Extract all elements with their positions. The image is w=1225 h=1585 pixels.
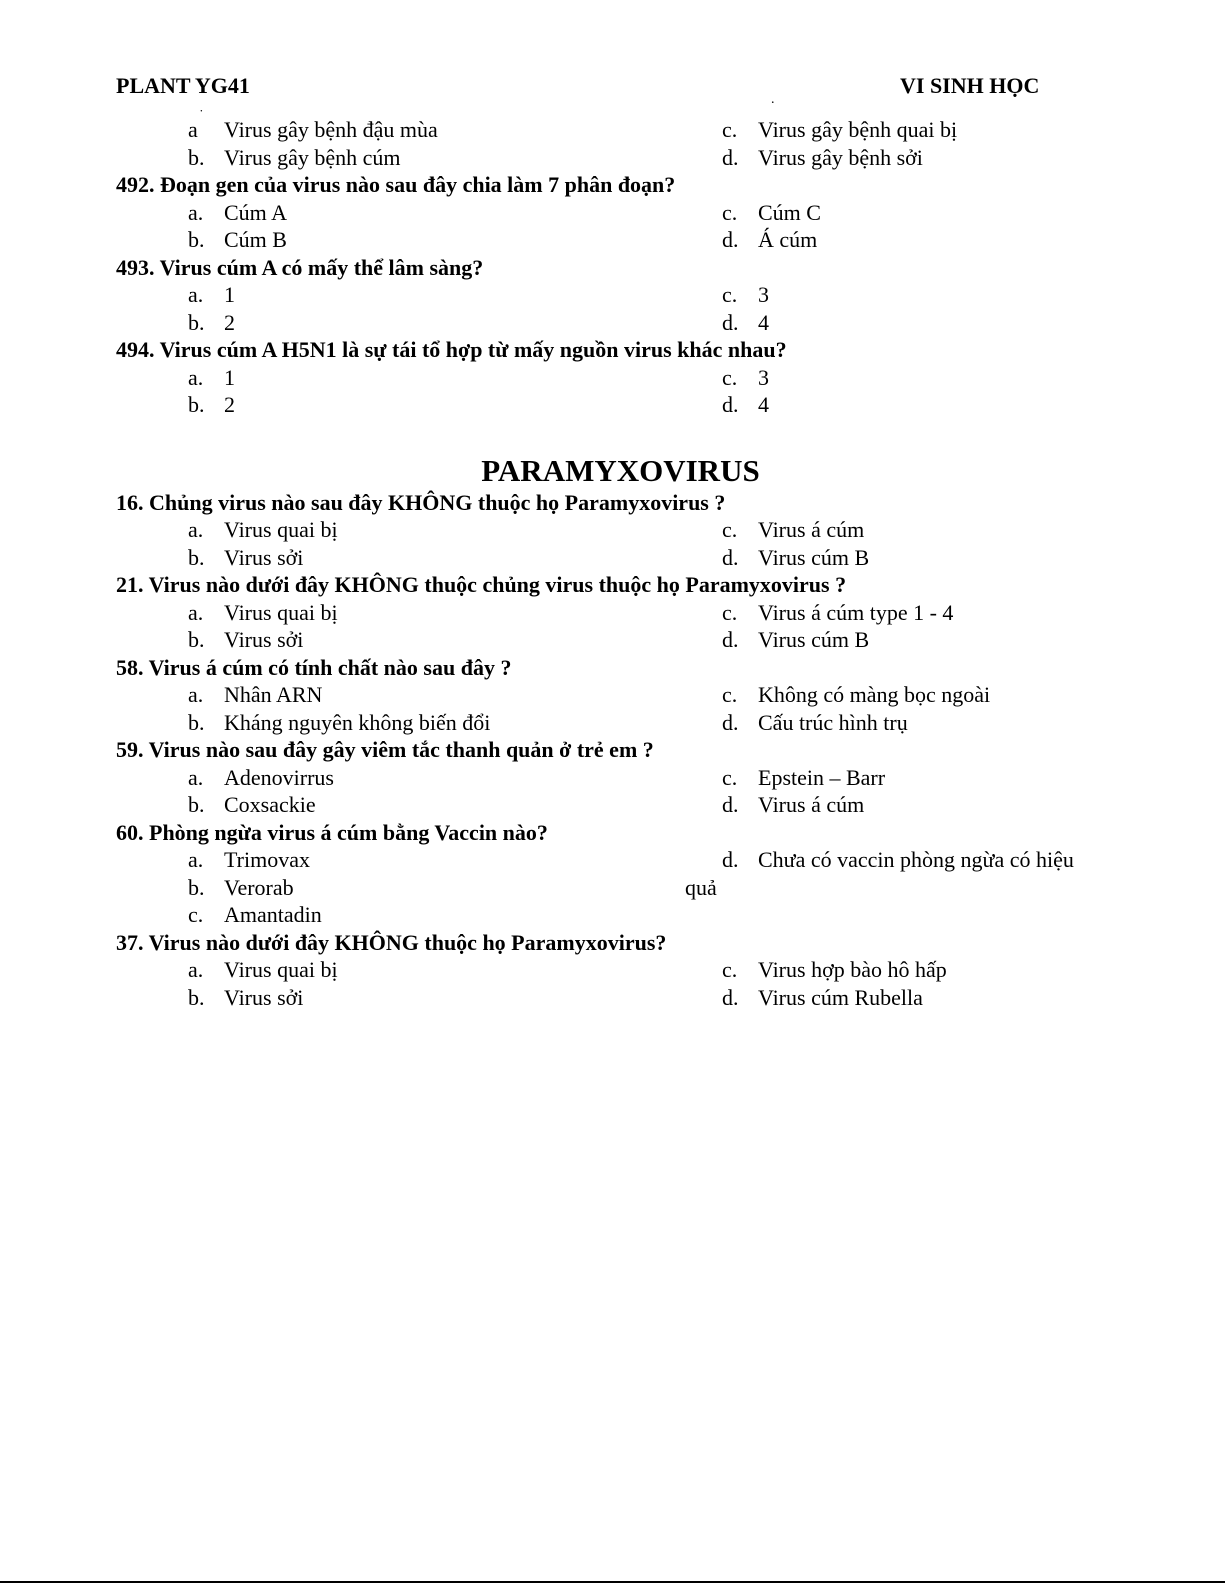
option-d: d. Virus cúm B	[722, 627, 870, 652]
question-16: 16. Chủng virus nào sau đây KHÔNG thuộc họ Paramyxovirus ?	[116, 489, 726, 515]
option-a: a. Adenovirrus	[188, 764, 334, 790]
page-bottom-rule	[0, 1581, 1225, 1583]
option-row	[0, 544, 1225, 572]
option-a: a. Virus quai bị	[188, 517, 338, 542]
option-row	[0, 391, 1225, 419]
option-b: b. Kháng nguyên không biến đổi	[188, 709, 491, 735]
option-c: c. Không có màng bọc ngoài	[722, 682, 991, 707]
option-row	[0, 364, 1225, 392]
header-subject: VI SINH HỌC	[900, 73, 1040, 98]
option-a: a. Nhân ARN	[188, 682, 323, 707]
header-course-code: PLANT YG41	[116, 73, 250, 98]
option-d: d. 4	[722, 309, 769, 335]
question-492: 492. Đoạn gen của virus nào sau đây chia làm 7 phân đoạn?	[116, 172, 676, 197]
option-row	[0, 626, 1225, 654]
document-body	[0, 116, 1225, 1011]
question-21: 21. Virus nào dưới đây KHÔNG thuộc chủng virus thuộc họ Paramyxovirus ?	[116, 572, 847, 597]
option-b: b. Virus gây bệnh cúm	[188, 144, 401, 170]
option-a: a. 1	[188, 364, 235, 390]
option-c: c. Amantadin	[188, 902, 322, 927]
option-row	[0, 764, 1225, 792]
question-58: 58. Virus á cúm có tính chất nào sau đây ?	[116, 654, 512, 680]
option-c: c. Cúm C	[722, 199, 821, 225]
option-row	[0, 901, 1225, 929]
option-d: d. Virus cúm B	[722, 544, 870, 570]
option-row	[0, 116, 1225, 144]
option-d: d. Chưa có vaccin phòng ngừa có hiệu	[722, 847, 1074, 872]
option-row	[0, 984, 1225, 1012]
option-b: b. Virus sởi	[188, 984, 304, 1010]
option-row	[0, 226, 1225, 254]
option-d: d. Virus cúm Rubella	[722, 984, 923, 1010]
option-d: d. 4	[722, 392, 769, 417]
option-b: b. Virus sởi	[188, 544, 304, 570]
option-c: c. 3	[722, 282, 769, 307]
question-59: 59. Virus nào sau đây gây viêm tắc thanh quản ở trẻ em ?	[116, 737, 654, 762]
option-c: c. 3	[722, 364, 769, 390]
option-c: c. Virus á cúm	[722, 517, 865, 542]
option-b: b. Virus sởi	[188, 627, 304, 652]
question-494: 494. Virus cúm A H5N1 là sự tái tổ hợp từ mấy nguồn virus khác nhau?	[116, 337, 787, 362]
option-b: b. Cúm B	[188, 227, 287, 252]
option-c: c. Virus gây bệnh quai bị	[722, 117, 958, 142]
option-row	[0, 309, 1225, 337]
header-dot: .	[771, 92, 775, 107]
option-b: b. 2	[188, 392, 235, 417]
option-d: d. Cấu trúc hình trụ	[722, 709, 908, 735]
option-c: c. Virus á cúm type 1 - 4	[722, 599, 954, 625]
option-a: a. Cúm A	[188, 199, 287, 225]
section-title: PARAMYXOVIRUS	[481, 452, 760, 488]
stray-mark: ˙	[199, 108, 204, 123]
option-row	[0, 516, 1225, 544]
option-a: a. Trimovax	[188, 847, 310, 872]
option-a: a Virus gây bệnh đậu mùa	[188, 117, 438, 142]
option-row	[0, 199, 1225, 227]
option-b: b. 2	[188, 309, 235, 335]
option-b: b. Coxsackie	[188, 792, 316, 817]
question-493: 493. Virus cúm A có mấy thể lâm sàng?	[116, 254, 484, 280]
option-a: a. Virus quai bị	[188, 599, 338, 625]
option-row	[0, 791, 1225, 819]
option-a: a. 1	[188, 282, 235, 307]
option-row	[0, 846, 1225, 874]
question-60: 60. Phòng ngừa virus á cúm bằng Vaccin nào?	[116, 819, 548, 845]
option-row	[0, 144, 1225, 172]
option-row	[0, 599, 1225, 627]
option-row	[0, 281, 1225, 309]
option-row	[0, 874, 1225, 902]
option-c: c. Virus hợp bào hô hấp	[722, 957, 947, 982]
option-row	[0, 709, 1225, 737]
option-d: d. Virus gây bệnh sởi	[722, 144, 923, 170]
option-d-continuation: quả	[685, 874, 717, 900]
option-d: d. Á cúm	[722, 227, 818, 252]
option-b: b. Verorab	[188, 874, 294, 900]
option-d: d. Virus á cúm	[722, 792, 865, 817]
option-c: c. Epstein – Barr	[722, 764, 886, 790]
question-37: 37. Virus nào dưới đây KHÔNG thuộc họ Paramyxovirus?	[116, 929, 667, 955]
option-row	[0, 956, 1225, 984]
option-a: a. Virus quai bị	[188, 957, 338, 982]
option-row	[0, 681, 1225, 709]
